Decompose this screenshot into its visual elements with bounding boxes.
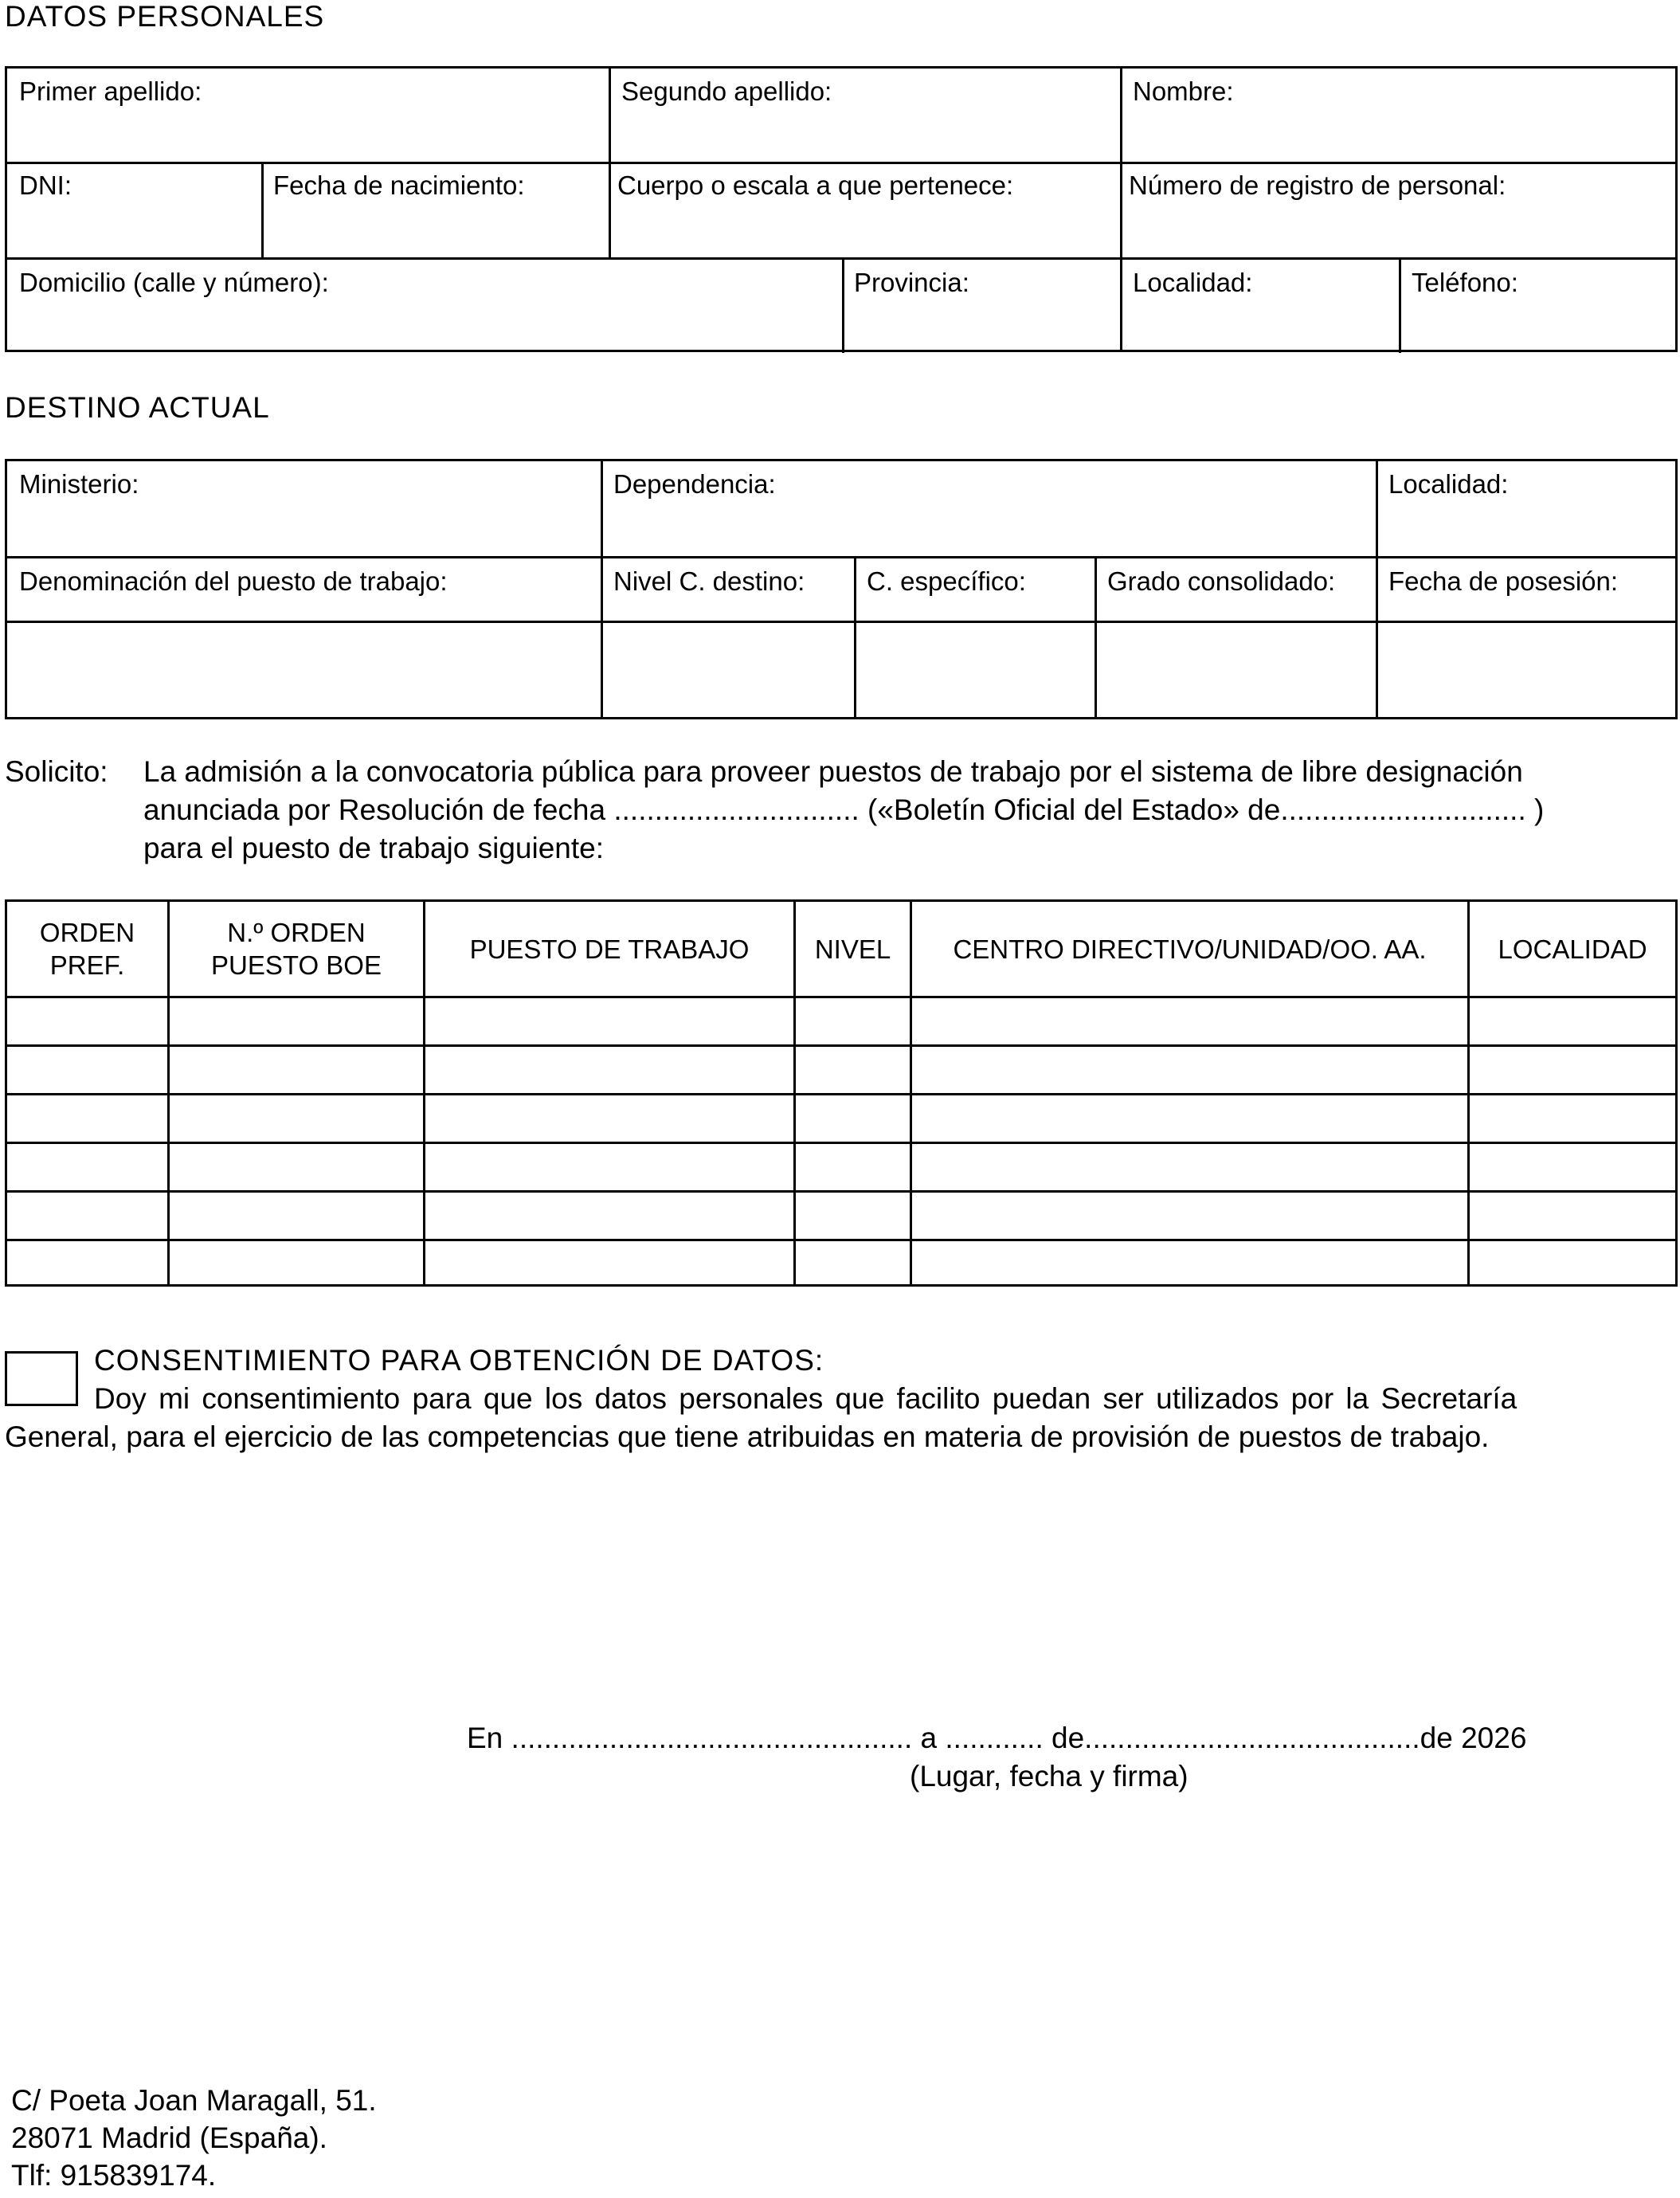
field-dependencia[interactable]: Dependencia: xyxy=(613,469,776,499)
header-line: N.º ORDEN xyxy=(227,918,366,947)
divider xyxy=(7,556,1675,558)
header-line: PUESTO DE TRABAJO xyxy=(469,934,750,964)
header-n-orden-puesto-boe xyxy=(170,902,423,996)
divider xyxy=(7,257,1675,260)
section-title-destino-actual: DESTINO ACTUAL xyxy=(5,391,270,424)
address-street: C/ Poeta Joan Maragall, 51. xyxy=(11,2084,377,2117)
consent-line-2: General, para el ejercicio de las competencias que tiene atribuidas en materia de provisión de puestos de trabajo. xyxy=(5,1420,1490,1453)
header-centro-directivo xyxy=(912,902,1467,996)
field-localidad[interactable]: Localidad: xyxy=(1133,268,1253,297)
divider xyxy=(7,1239,1675,1241)
divider xyxy=(854,556,856,719)
divider xyxy=(7,162,1675,164)
divider xyxy=(261,162,264,257)
field-numero-registro[interactable]: Número de registro de personal: xyxy=(1129,170,1506,200)
solicito-label: Solicito: xyxy=(5,755,108,788)
divider xyxy=(7,1190,1675,1193)
divider xyxy=(7,621,1675,623)
header-line: PREF. xyxy=(49,950,125,980)
header-localidad xyxy=(1470,902,1675,996)
signature-caption: (Lugar, fecha y firma) xyxy=(910,1760,1189,1792)
consent-checkbox[interactable] xyxy=(5,1351,78,1406)
divider xyxy=(7,996,1675,998)
divider xyxy=(1399,257,1401,353)
field-ministerio[interactable]: Ministerio: xyxy=(19,469,139,499)
field-denominacion-puesto[interactable]: Denominación del puesto de trabajo: xyxy=(19,566,448,596)
field-provincia[interactable]: Provincia: xyxy=(854,268,969,297)
divider xyxy=(7,1093,1675,1095)
header-orden-pref xyxy=(7,902,167,996)
divider xyxy=(1120,69,1122,352)
header-puesto-de-trabajo xyxy=(425,902,793,996)
field-fecha-posesion[interactable]: Fecha de posesión: xyxy=(1388,566,1619,596)
solicito-line-2: anunciada por Resolución de fecha .............................. («Boletín Oficial del Estado» de.............................. ) xyxy=(143,793,1545,826)
solicito-line-3: para el puesto de trabajo siguiente: xyxy=(143,832,605,864)
divider xyxy=(7,1044,1675,1047)
field-grado-consolidado[interactable]: Grado consolidado: xyxy=(1107,566,1336,596)
field-dni[interactable]: DNI: xyxy=(19,170,72,200)
section-title-datos-personales: DATOS PERSONALES xyxy=(5,0,325,33)
puestos-table xyxy=(5,899,1678,1287)
solicito-line-1: La admisión a la convocatoria pública para proveer puestos de trabajo por el sistema de libre designación xyxy=(143,755,1523,788)
divider xyxy=(1095,556,1097,719)
header-line: LOCALIDAD xyxy=(1498,934,1647,964)
field-fecha-nacimiento[interactable]: Fecha de nacimiento: xyxy=(273,170,525,200)
header-line: PUESTO BOE xyxy=(211,950,382,980)
header-line: NIVEL xyxy=(814,934,891,964)
field-domicilio[interactable]: Domicilio (calle y número): xyxy=(19,268,329,297)
address-city: 28071 Madrid (España). xyxy=(11,2122,327,2154)
field-nombre[interactable]: Nombre: xyxy=(1133,76,1234,106)
field-nivel-c-destino[interactable]: Nivel C. destino: xyxy=(613,566,805,596)
consent-title: CONSENTIMIENTO PARA OBTENCIÓN DE DATOS: xyxy=(94,1344,824,1377)
field-cuerpo-escala[interactable]: Cuerpo o escala a que pertenece: xyxy=(617,170,1014,200)
destino-actual-table xyxy=(5,459,1678,719)
header-line: ORDEN xyxy=(39,918,135,947)
header-nivel xyxy=(796,902,910,996)
field-localidad-destino[interactable]: Localidad: xyxy=(1388,469,1509,499)
field-primer-apellido[interactable]: Primer apellido: xyxy=(19,76,202,106)
divider xyxy=(601,461,603,719)
field-telefono[interactable]: Teléfono: xyxy=(1412,268,1518,297)
divider xyxy=(7,1142,1675,1144)
divider xyxy=(1376,461,1378,719)
signature-line: En ................................................. a ............ de.........................................de 2026 xyxy=(467,1722,1527,1754)
field-segundo-apellido[interactable]: Segundo apellido: xyxy=(621,76,832,106)
consent-line-1: Doy mi consentimiento para que los datos personales que facilito puedan ser utilizados por la Secretaría xyxy=(94,1382,1517,1415)
divider xyxy=(609,69,611,257)
datos-personales-table xyxy=(5,66,1678,352)
header-line: CENTRO DIRECTIVO/UNIDAD/OO. AA. xyxy=(953,934,1427,964)
field-c-especifico[interactable]: C. específico: xyxy=(867,566,1026,596)
address-phone: Tlf: 915839174. xyxy=(11,2159,217,2192)
divider xyxy=(842,257,844,353)
